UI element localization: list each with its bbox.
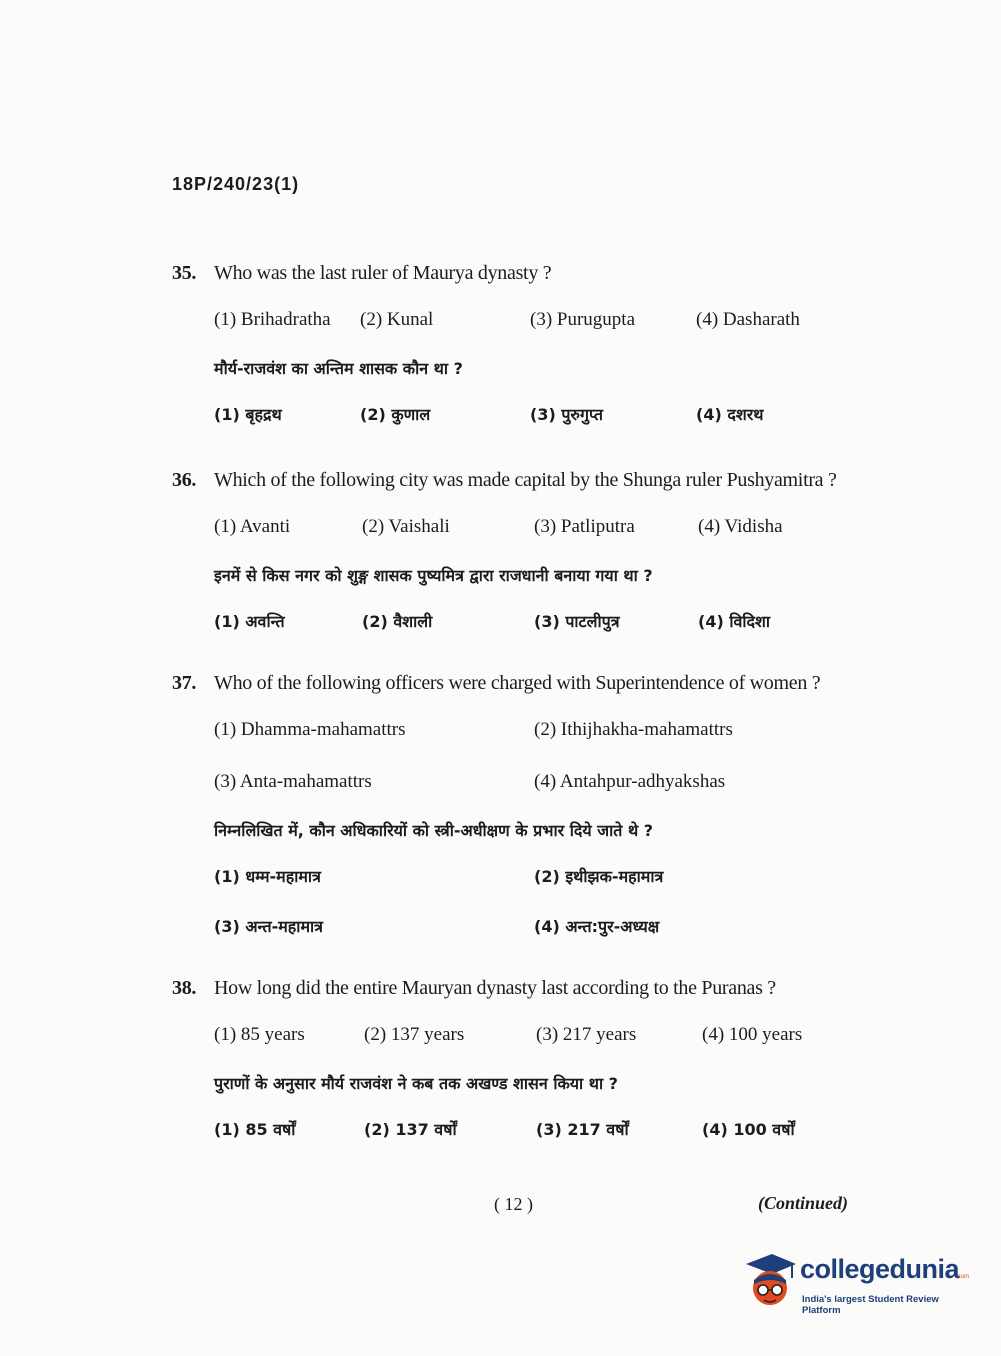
option-2: (2) Kunal <box>360 309 434 330</box>
option-2: (2) 137 वर्षों <box>364 1120 457 1139</box>
options-en-row-2 <box>172 771 872 801</box>
options-hi-row-1 <box>172 865 872 895</box>
option-4: (4) विदिशा <box>698 612 771 631</box>
option-3: (3) Patliputra <box>534 516 635 537</box>
question-35 <box>172 262 872 433</box>
option-4: (4) Dasharath <box>696 309 800 330</box>
options-hi <box>172 403 872 433</box>
student-mascot-icon <box>742 1250 798 1314</box>
question-text-hi: मौर्य-राजवंश का अन्तिम शासक कौन था ? <box>214 359 463 378</box>
options-en <box>172 309 872 339</box>
options-hi-row-2 <box>172 915 872 945</box>
options-hi <box>172 610 872 640</box>
options-hi <box>172 1118 872 1148</box>
question-text-hi: इनमें से किस नगर को शुङ्ग शासक पुष्यमित्र द्वारा राजधानी बनाया गया था ? <box>214 566 653 585</box>
option-3: (3) Anta-mahamattrs <box>214 771 372 792</box>
option-4: (4) अन्त:पुर-अध्यक्ष <box>534 917 660 936</box>
paper-code: 18P/240/23(1) <box>172 174 300 194</box>
option-1: (1) Brihadratha <box>214 309 331 330</box>
option-3: (3) 217 वर्षों <box>536 1120 629 1139</box>
option-4: (4) 100 years <box>702 1024 803 1045</box>
option-3: (3) पुरुगुप्त <box>530 405 604 424</box>
question-38 <box>172 977 872 1148</box>
question-37 <box>172 672 872 945</box>
option-1: (1) 85 वर्षों <box>214 1120 296 1139</box>
option-4: (4) Vidisha <box>698 516 783 537</box>
question-text-hi: पुराणों के अनुसार मौर्य राजवंश ने कब तक अखण्ड शासन किया था ? <box>214 1074 618 1093</box>
options-en-row-1 <box>172 719 872 749</box>
question-text-en: 36. Which of the following city was made capital by the Shunga ruler Pushyamitra ? <box>172 469 837 491</box>
question-36 <box>172 469 872 640</box>
brand-domain: .com <box>956 1274 970 1280</box>
continued-label: (Continued) <box>758 1193 849 1213</box>
option-4: (4) दशरथ <box>696 405 764 424</box>
option-2: (2) 137 years <box>364 1024 465 1045</box>
question-text-en: 37. Who of the following officers were charged with Superintendence of women ? <box>172 672 821 694</box>
option-3: (3) अन्त-महामात्र <box>214 917 323 936</box>
option-1: (1) Avanti <box>214 516 291 537</box>
option-1: (1) Dhamma-mahamattrs <box>214 719 406 740</box>
options-en <box>172 516 872 546</box>
option-4: (4) Antahpur-adhyakshas <box>534 771 726 792</box>
option-2: (2) वैशाली <box>362 612 433 631</box>
option-2: (2) Ithijhakha-mahamattrs <box>534 719 733 740</box>
brand-name: collegedunia <box>800 1254 960 1284</box>
option-3: (3) पाटलीपुत्र <box>534 612 620 631</box>
option-4: (4) 100 वर्षों <box>702 1120 795 1139</box>
option-3: (3) 217 years <box>536 1024 637 1045</box>
option-3: (3) Purugupta <box>530 309 636 330</box>
option-2: (2) कुणाल <box>360 405 431 424</box>
collegedunia-watermark <box>742 1250 972 1314</box>
option-1: (1) बृहद्रथ <box>214 405 282 424</box>
options-en <box>172 1024 872 1054</box>
option-2: (2) Vaishali <box>362 516 450 537</box>
question-text-en: 35. Who was the last ruler of Maurya dynasty ? <box>172 262 552 284</box>
option-1: (1) धम्म-महामात्र <box>214 867 321 886</box>
option-1: (1) 85 years <box>214 1024 305 1045</box>
option-1: (1) अवन्ति <box>214 612 285 631</box>
question-text-en: 38. How long did the entire Mauryan dynasty last according to the Puranas ? <box>172 977 776 999</box>
question-text-hi: निम्नलिखित में, कौन अधिकारियों को स्त्री-अधीक्षण के प्रभार दिये जाते थे ? <box>214 821 654 840</box>
brand-tagline: India's largest Student Review Platform <box>802 1294 939 1316</box>
page-number: ( 12 ) <box>494 1194 533 1214</box>
option-2: (2) इथीझक-महामात्र <box>534 867 664 886</box>
